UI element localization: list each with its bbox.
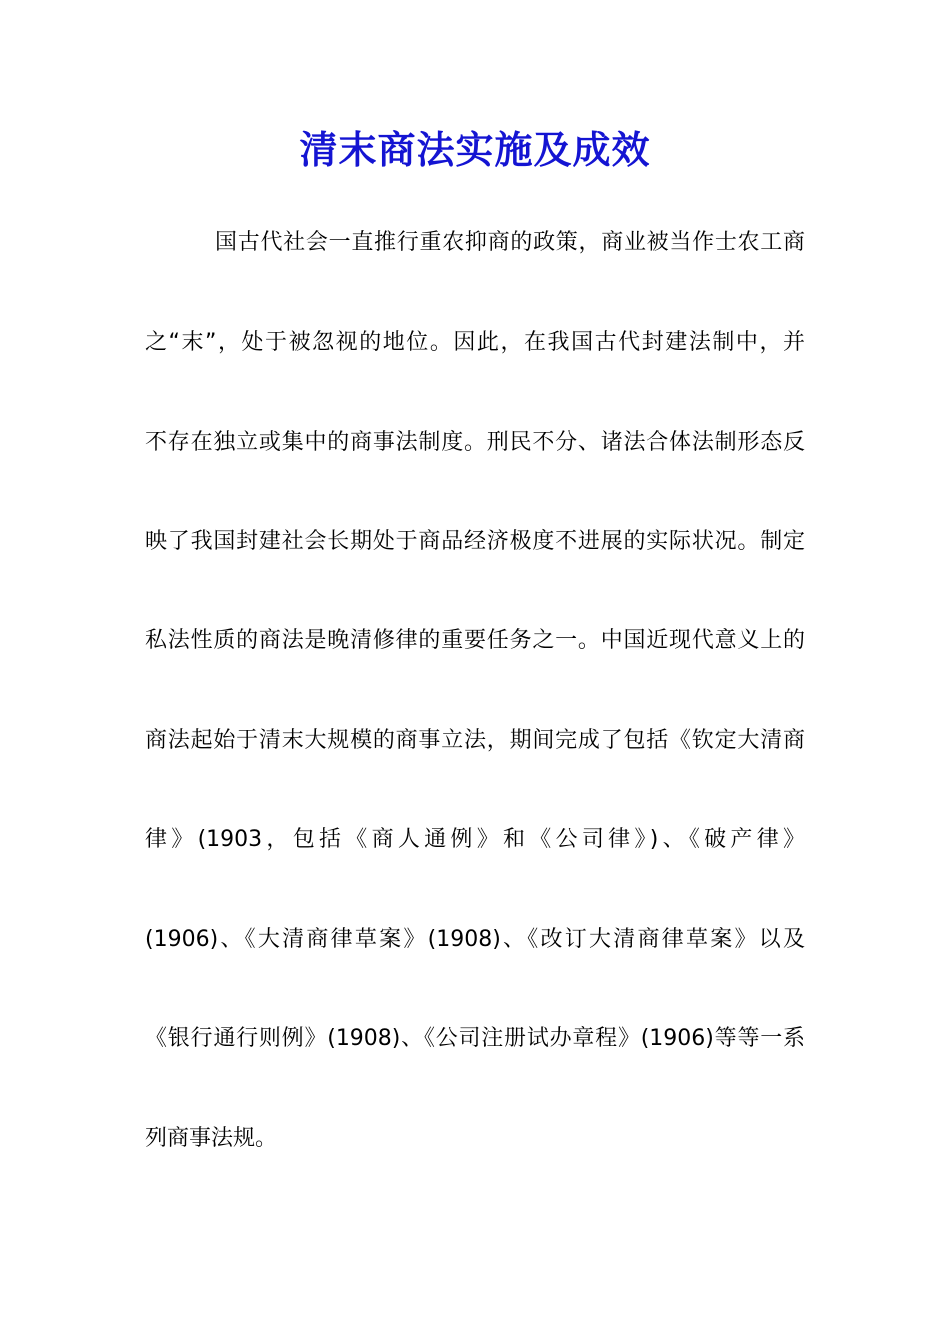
- paragraph-line: 不存在独立或集中的商事法制度。刑民不分、诸法合体法制形态反: [145, 430, 805, 455]
- paragraph-line: 商法起始于清末大规模的商事立法，期间完成了包括《钦定大清商: [145, 728, 805, 753]
- paragraph-line: 《银行通行则例》(1908)、《公司注册试办章程》(1906)等等一系: [145, 1026, 805, 1051]
- paragraph-line: (1906)、《大清商律草案》(1908)、《改订大清商律草案》以及: [145, 927, 805, 952]
- paragraph-line: 私法性质的商法是晚清修律的重要任务之一。中国近现代意义上的: [145, 628, 805, 653]
- paragraph-line: 列商事法规。: [145, 1126, 278, 1151]
- paragraph-line: 之“末”，处于被忽视的地位。因此，在我国古代封建法制中，并: [145, 330, 805, 355]
- paragraph-line: 映了我国封建社会长期处于商品经济极度不进展的实际状况。制定: [145, 529, 805, 554]
- page-title: 清末商法实施及成效: [299, 127, 651, 172]
- paragraph-line: 律》(1903，包括《商人通例》和《公司律》)、《破产律》: [145, 827, 805, 852]
- paragraph-line: 国古代社会一直推行重农抑商的政策，商业被当作士农工商: [215, 230, 805, 255]
